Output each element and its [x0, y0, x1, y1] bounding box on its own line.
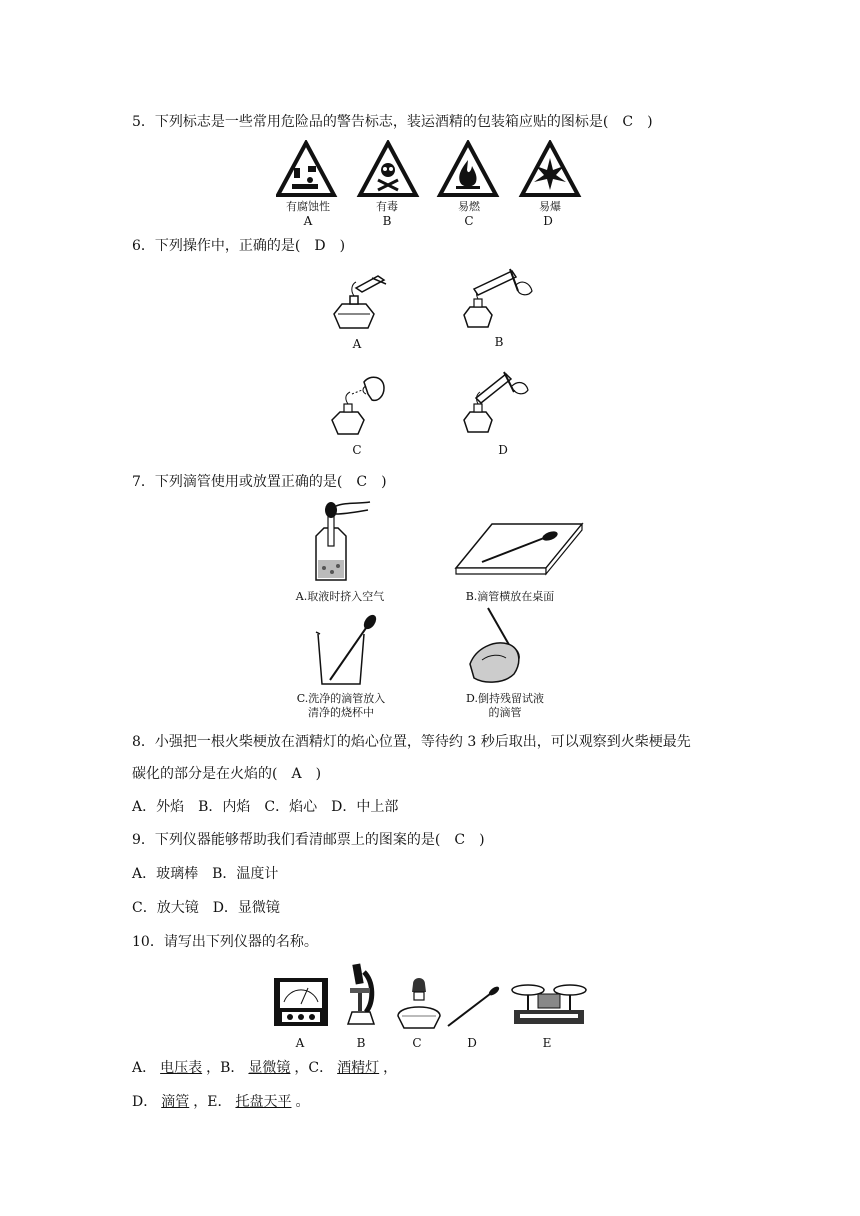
question-7-text: 7．下列滴管使用或放置正确的是( C ): [132, 474, 387, 490]
dropper-figure: [444, 984, 500, 1030]
sign-letter-b: B: [382, 214, 392, 228]
lamp-operation-d-figure: [460, 368, 540, 436]
sign-letter-c: C: [464, 214, 474, 228]
question-10-answers-line1: A． 电压表 ，B． 显微镜 ，C． 酒精灯 ，: [132, 1060, 398, 1076]
skull-crossbones-icon: [360, 143, 416, 195]
sign-label-c: 易燃: [458, 200, 480, 213]
instrument-letter-a: A: [295, 1036, 305, 1050]
dropper-caption-a: A.取液时挤入空气: [295, 590, 385, 603]
answer-e-blank: 托盘天平: [235, 1094, 292, 1110]
instrument-letter-b: B: [356, 1036, 366, 1050]
balance-figure: [510, 980, 588, 1032]
voltmeter-figure: [272, 972, 330, 1028]
question-9-options-line1: A．玻璃棒 B．温度计: [132, 866, 279, 882]
answer-b-blank: 显微镜: [248, 1060, 291, 1076]
dropper-caption-d2: 的滴管: [488, 706, 522, 719]
answer-d-blank: 滴管: [161, 1094, 190, 1110]
lamp-operation-a-figure: [328, 270, 388, 332]
dropper-caption-c1: C.洗净的滴管放入: [296, 692, 386, 705]
op-letter-a: A: [352, 337, 362, 351]
dropper-on-table-figure: [452, 520, 584, 578]
sign-letter-d: D: [543, 214, 553, 228]
dropper-caption-b: B.滴管横放在桌面: [465, 590, 555, 603]
question-8-line1: 8．小强把一根火柴梗放在酒精灯的焰心位置，等待约 3 秒后取出，可以观察到火柴梗最先: [132, 734, 691, 750]
op-letter-d: D: [498, 443, 508, 457]
dropper-caption-d1: D.倒持残留试液: [466, 692, 544, 705]
lamp-operation-c-figure: [328, 372, 388, 438]
microscope-figure: [344, 962, 378, 1030]
op-letter-c: C: [352, 443, 362, 457]
explosion-icon: [522, 143, 578, 195]
flame-icon: [440, 143, 496, 195]
instrument-letter-d: D: [467, 1036, 477, 1050]
answer-c-blank: 酒精灯: [337, 1060, 380, 1076]
question-9-options-line2: C．放大镜 D．显微镜: [132, 900, 280, 916]
sign-letter-a: A: [303, 214, 313, 228]
question-8-line2: 碳化的部分是在火焰的( A ): [132, 766, 322, 782]
sign-label-d: 易爆: [539, 200, 561, 213]
instrument-letter-c: C: [412, 1036, 422, 1050]
alcohol-lamp-figure: [396, 974, 442, 1030]
sign-label-a: 有腐蚀性: [286, 200, 330, 213]
dropper-bottle-figure: [300, 500, 372, 586]
dropper-caption-c2: 清净的烧杯中: [308, 706, 374, 719]
question-8-options: A．外焰 B．内焰 C．焰心 D．中上部: [132, 799, 399, 815]
question-5-text: 5．下列标志是一些常用危险品的警告标志，装运酒精的包装箱应贴的图标是( C ): [132, 114, 653, 130]
instrument-letter-e: E: [542, 1036, 552, 1050]
question-10-text: 10．请写出下列仪器的名称。: [132, 934, 318, 950]
question-6-text: 6．下列操作中，正确的是( D ): [132, 238, 346, 254]
answer-a-blank: 电压表: [160, 1060, 203, 1076]
sign-label-b: 有毒: [376, 200, 398, 213]
question-9-text: 9．下列仪器能够帮助我们看清邮票上的图案的是( C ): [132, 832, 485, 848]
question-10-answers-line2: D． 滴管 ，E． 托盘天平 。: [132, 1094, 310, 1110]
corrosive-icon: [278, 143, 334, 195]
op-letter-b: B: [494, 335, 504, 349]
dropper-in-beaker-figure: [312, 614, 382, 686]
hazard-signs: [276, 140, 586, 200]
lamp-operation-b-figure: [460, 265, 540, 333]
inverted-dropper-figure: [460, 604, 530, 686]
